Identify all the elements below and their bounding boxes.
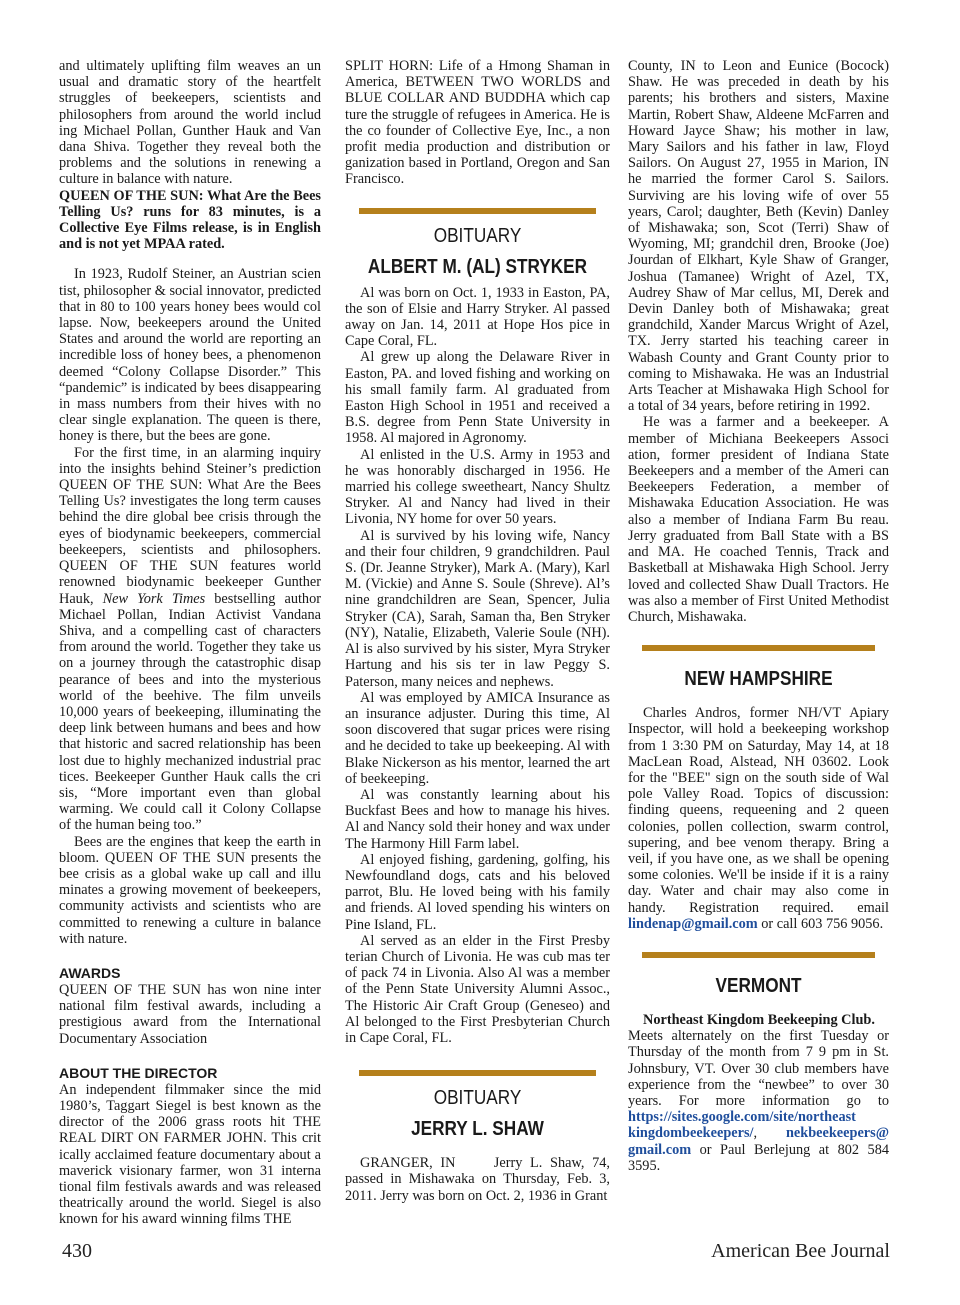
new-hampshire-title: NEW HAMPSHIRE xyxy=(684,668,833,691)
awards-heading: AWARDS xyxy=(59,964,121,981)
vt-comma: , xyxy=(753,1125,758,1142)
split-horn-paragraph: SPLIT HORN: Life of a Hmong Shaman in America, BETWEEN TWO WORLDS and BLUE COLLAR AND BUDDHA which cap ture the struggle of refugees in America. He is the co founder of Collective Eye, Inc., a non profit media production and distribution or ganization based in Portland, Oregon and San Francisco. xyxy=(345,58,610,188)
director-text: An independent filmmaker since the mid 1980’s, Taggart Siegel is best known as the director of the 2006 grass roots hit THE REAL DIRT ON FARMER JOHN. This crit ically acclaimed feature documentary about a maverick visionary farmer, won 31 interna tional film festivals awards and was released theatrically around the world. Siegel is also known for his award winning films THE xyxy=(59,1081,321,1228)
shaw-paragraph-2: County, IN to Leon and Eunice (Bocock) Shaw. He was preceded in death by his parents; his brothers and sisters, Maxine Martin, Robert Shaw, Aldeene McFarren and Howard Jayce Shaw; his mother in law, Mary Sailors and his father in law, Floyd Sailors. On August 27, 1955 in Marion, IN he married the former Carol S. Sailors. Surviving are his loving wife of over 55 years, Carol; daughter, Beth (Kevin) Danley of Mishawaka; son, Scot (Terri) Shaw of Wyoming, MI; grandchil dren, Brooke (Joe) Jourdan of Elkhart, Kyle Shaw of Granger, Joshua (Tamanee) Wright of Azel, TX, Audrey Shaw of Mar cellus, MI, Derek and Devin Danley both of Mishawaka; great grandchild, Xander Marcus Wright of Azel, TX. Jerry started his teaching career in Wabash County and Grant County prior to coming to Mishawaka. He was an Industrial Arts Teacher at Mishawaka High School for a total of 34 years, before retiring in 1992. xyxy=(628,58,889,415)
vermont-header xyxy=(628,952,889,998)
obituary-name-stryker: ALBERT M. (AL) STRYKER xyxy=(367,255,588,278)
nyt-italic: New York Times xyxy=(102,590,206,607)
film-paragraph: and ultimately uplifting film weaves an un usual and dramatic story of the heartfelt struggles of beekeepers, scientists and philosophers from around the world includ ing Michael Pollan, Gunther Hauk and Van dana Shiva. Together they reveal both the problems and the solutions in renewing a culture in balance with nature. xyxy=(59,58,321,188)
vt-tail: or Paul Berlejung at 802 584 3595. xyxy=(628,1141,889,1174)
obituary-name-shaw: JERRY L. SHAW xyxy=(411,1118,544,1141)
obituary-stryker-header xyxy=(345,208,610,279)
awards-text: QUEEN OF THE SUN has won nine inter national film festival awards, including a prestigious award from the International Documentary Association xyxy=(59,981,321,1047)
inquiry-text-a: For the first time, in an alarming inquiry into the insights behind Steiner’s prediction QUEEN OF THE SUN: What Are the Bees Telling Us? investigates the long term causes behind the dire global bee crisis through the eyes of biodynamic beekeepers, commercial beekeepers, scientists and philosophers. QUEEN OF THE SUN features world renowned biodynamic beekeeper Gunther Hauk, xyxy=(59,444,321,607)
director-heading: ABOUT THE DIRECTOR xyxy=(59,1064,218,1081)
inquiry-text-b: bestselling author Michael Pollan, Indian Activist Vandana Shiva, and a compelling cast of characters from around the world. Together they take us on a journey through the catastrophic disap pearance of bees and into the mysterious world of the beehive. The film unveils 10,000 years of beekeeping, illuminating the deep link between humans and bees and how that historic and sacred relationship has been lost due to highly mechanized industrial prac tices. Beekeeper Gunther Hauk calls the cri sis, “More important even than global warming. We could call it Colony Collapse of the human being too.” xyxy=(59,590,321,834)
section-rule xyxy=(359,1070,596,1076)
column-left xyxy=(59,58,321,1228)
new-hampshire-header xyxy=(628,645,889,691)
section-rule xyxy=(642,645,875,651)
stryker-paragraph-4: Al is survived by his loving wife, Nancy and their four children, 9 grandchildren. Paul S. (Dr. Jeanne Stryker), Mark A. (Mary), Karl M. (Vickie) and Anne S. Soule (Shreve). Al’s nine grandchildren are Sean, Spencer, Julia Stryker (CA), Sarah, Saman tha, Ben Stryker (NY), Natalie, Elizabeth, Valerie Soule (NH). Al is also survived by his sister, Myra Stryker Hartung and his sis ter in law Peggy S. Paterson, many neices and nephews. xyxy=(345,527,610,690)
section-rule xyxy=(359,208,596,214)
steiner-paragraph: In 1923, Rudolf Steiner, an Austrian scien tist, philosopher & social innovator, predicted that in 80 to 100 years honey bees would col lapse. Now, beekeepers around the United States and around the world are reporting an incredible loss of honey bees, a phenomenon deemed “Colony Collapse Disorder.” This “pandemic” is indicated by bees disappearing in mass numbers from their hives with no clear single explanation. The queen is there, honey is there, but the bees are gone. xyxy=(59,266,321,445)
vt-club: Northeast Kingdom Beekeeping Club. xyxy=(643,1011,875,1028)
obituary-label: OBITUARY xyxy=(433,224,522,247)
stryker-paragraph-2: Al grew up along the Delaware River in Easton, PA. and loved fishing and working on his small family farm. Al graduated from Easton High School in 1951 and received a B.S. degree from Penn State University in 1958. Al majored in Agronomy. xyxy=(345,349,610,447)
inquiry-paragraph xyxy=(59,445,321,834)
vt-site-link[interactable]: https://sites.google.com/site/northeast kingdombeekeepers/ xyxy=(628,1109,856,1142)
column-right xyxy=(628,58,889,1174)
stryker-paragraph-3: Al enlisted in the U.S. Army in 1953 and he was honorably discharged in 1956. He married his college sweetheart, Nancy Shultz Stryker. Al and Nancy had lived in their Livonia, NY home for over 50 years. xyxy=(345,446,610,528)
film-runtime-note: QUEEN OF THE SUN: What Are the Bees Telling Us? runs for 83 minutes, is a Collective Eye Films release, is in English and is not yet MPAA rated. xyxy=(59,187,321,253)
shaw-paragraph-3: He was a farmer and a beekeeper. A member of Michiana Beekeepers Associ ation, former president of Indiana State Beekeepers and a member of the Ameri can Beekeepers Federation, a member of Mishawaka Education Association. He was also a member of Indiana Farm Bu reau. Jerry graduated from Ball State with a BS and MA. He coached Tennis, Track and Basketball at Mishawaka High School. Jerry loved and collected Shaw Duall Tractors. He was also a member of First United Methodist Church, Mishawaka. xyxy=(628,414,889,625)
journal-name: American Bee Journal xyxy=(711,1240,890,1262)
vermont-club-name xyxy=(628,1012,889,1028)
stryker-paragraph-1: Al was born on Oct. 1, 1933 in Easton, PA, the son of Elsie and Harry Stryker. Al passed away on Jan. 14, 2011 at Hope Hos pice in Cape Coral, FL. xyxy=(345,284,610,350)
new-hampshire-text xyxy=(628,705,889,932)
stryker-paragraph-6: Al was constantly learning about his Buckfast Bees and how to manage his hives. Al and Nancy sold their honey and wax under The Harmony Hill Farm label. xyxy=(345,786,610,852)
vermont-text xyxy=(628,1028,889,1174)
nh-email-link[interactable]: lindenap@gmail.com xyxy=(628,915,758,932)
vermont-title: VERMONT xyxy=(715,974,802,997)
stryker-paragraph-5: Al was employed by AMICA Insurance as an insurance adjuster. During this time, Al soon discovered that sugar prices were rising and he decided to take up beekeeping. Al with Blake Nickerson as his mentor, learned the art of beekeeping. xyxy=(345,689,610,787)
obituary-shaw-header xyxy=(345,1070,610,1141)
vt-body: Meets alternately on the first Tuesday or Thursday of the month from 7 9 pm in St. Johnsbury, VT. Over 30 club members have experience from the “newbee” to over 30 years. For more information go to xyxy=(628,1028,889,1109)
column-middle xyxy=(345,58,614,1204)
nh-body: Charles Andros, former NH/VT Apiary Inspector, will hold a beekeeping workshop from 1 3:30 PM on Saturday, May 14, at 18 MacLean Road, Alstead, NH 03602. Look for the "BEE" sign on the south side of Wal pole Valley Road. Topics of discussion: finding queens, requeening and 2 queen colonies, pollen collection, swarm control, supering, and bee venom therapy. Bring a veil, if you have one, as we shall be opening some colonies. We'll be inside if it is a rainy day. Water and chair may also come in handy. Registration required. email xyxy=(628,705,889,916)
nh-tail: or call 603 756 9056. xyxy=(761,915,884,932)
stryker-paragraph-7: Al enjoyed fishing, gardening, golfing, his Newfoundland dogs, cats and his beloved parrot, Blu. He loved being with his family and friends. Al loved spending his winters on Pine Island, FL. xyxy=(345,851,610,933)
section-rule xyxy=(642,952,875,958)
shaw-paragraph-1: GRANGER, IN Jerry L. Shaw, 74, passed in Mishawaka on Thursday, Feb. 3, 2011. Jerry was born on Oct. 2, 1936 in Grant xyxy=(345,1155,614,1204)
obituary-label: OBITUARY xyxy=(433,1087,522,1110)
page-number: 430 xyxy=(62,1240,92,1262)
stryker-paragraph-8: Al served as an elder in the First Presby terian Church of Livonia. He was cub mas ter of pack 74 in Livonia. Also Al was a member of the Penn State University Alumni Assoc., The Historic Air Craft Group (Geneseo) and Al belonged to the First Presbyterian Church in Cape Coral, FL. xyxy=(345,932,610,1046)
engines-paragraph: Bees are the engines that keep the earth in bloom. QUEEN OF THE SUN presents the bee crisis as a global wake up call and illu minates a growing movement of beekeepers, community activists and scientists who are committed to renewing a culture in balance with nature. xyxy=(59,833,321,947)
vt-email-link[interactable]: nekbeekeepers@ gmail.com xyxy=(628,1125,889,1158)
